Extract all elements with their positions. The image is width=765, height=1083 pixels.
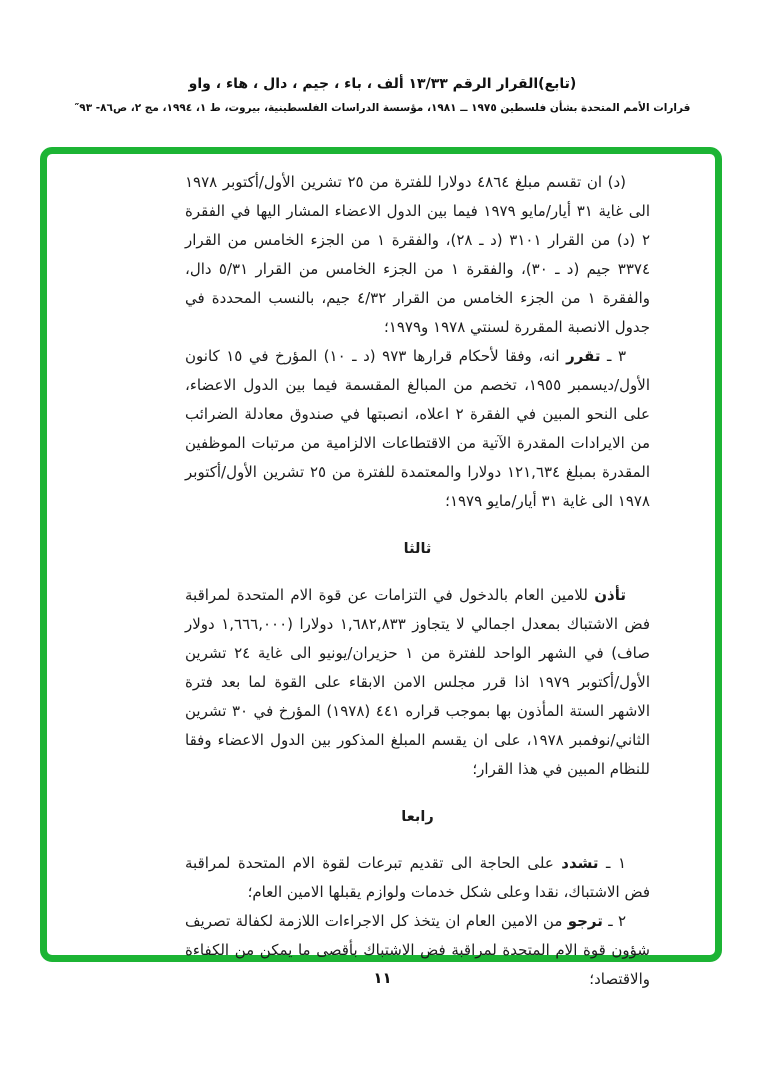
section-heading: ثالثا	[403, 541, 432, 557]
resolution-title: (تابع)القرار الرقم ١٣/٣٣ ألف ، باء ، جيم ، دال ، هاء ، واو	[188, 76, 577, 92]
paragraph: ٢ ـ ترجو من الامين العام ان يتخذ كل الاجراءات اللازمة لكفالة تصريف شؤون قوة الام المتحدة لمراقبة فض الاشتباك بأقصى ما يمكن من الكفاءة والاقتصاد؛	[185, 912, 650, 988]
paragraph: تأذن للامين العام بالدخول في التزامات عن قوة الام المتحدة لمراقبة فض الاشتباك بمعدل اجمالي لا يتجاوز ١,٦٨٢,٨٣٣ دولارا (١,٦٦٦,٠٠٠ دولار صاف) في الشهر الواحد للفترة من ١ حزيران/يونيو الى غاية ٢٤ تشرين الأول/أكتوبر ١٩٧٩ اذا قرر مجلس الامن الابقاء على القوة لما بعد فترة الاشهر الستة المأذون بها بموجب قراره ٤٤١ (١٩٧٨) المؤرخ في ٣٠ تشرين الثاني/نوفمبر ١٩٧٨، على ان يقسم المبلغ المذكور بين الدول الاعضاء وفقا للنظام المبين في هذا القرار؛	[185, 586, 651, 778]
page-number: ١١	[373, 969, 392, 987]
paragraph: ٣ ـ تقرر انه، وفقا لأحكام قرارها ٩٧٣ (د ـ ١٠) المؤرخ في ١٥ كانون الأول/ديسمبر ١٩٥٥، تخصم من المبالغ المقسمة فيما بين الدول الاعضاء، على النحو المبين في الفقرة ٢ اعلاه، انصبتها في صندوق معادلة الضرائب من الايرادات المقدرة الآتية من الاقتطاعات الالزامية من مرتبات الموظفين المقدرة بمبلغ ١٢١,٦٣٤ دولارا والمعتمدة للفترة من ٢٥ تشرين الأول/أكتوبر ١٩٧٨ الى غاية ٣١ أيار/مايو ١٩٧٩؛	[185, 347, 650, 510]
source-citation: قرارات الأمم المتحدة بشأن فلسطين ١٩٧٥ ــ ١٩٨١، مؤسسة الدراسات الفلسطينية، بيروت، ط ١، ١٩٩٤، مج ٢، ص٨٦- ٩٣″	[74, 102, 691, 114]
document-body	[185, 168, 650, 994]
paragraph: (د) ان تقسم مبلغ ٤٨٦٤ دولارا للفترة من ٢٥ تشرين الأول/أكتوبر ١٩٧٨ الى غاية ٣١ أيار/مايو ١٩٧٩ فيما بين الدول الاعضاء المشار اليها في الفقرة ٢ (د) من القرار ٣١٠١ (د ـ ٢٨)، والفقرة ١ من الجزء الخامس من القرار ٣٣٧٤ جيم (د ـ ٣٠)، والفقرة ١ من الجزء الخامس من القرار ٥/٣١ دال، والفقرة ١ من الجزء الخامس من القرار ٤/٣٢ جيم، بالنسب المحددة في جدول الانصبة المقررة لسنتي ١٩٧٨ و١٩٧٩؛	[185, 173, 651, 336]
section-heading: رابعا	[401, 809, 434, 825]
paragraph: ١ ـ تشدد على الحاجة الى تقديم تبرعات لقوة الام المتحدة لمراقبة فض الاشتباك، نقدا وعلى شكل خدمات ولوازم يقبلها الامين العام؛	[185, 854, 650, 901]
page-header	[0, 76, 765, 114]
